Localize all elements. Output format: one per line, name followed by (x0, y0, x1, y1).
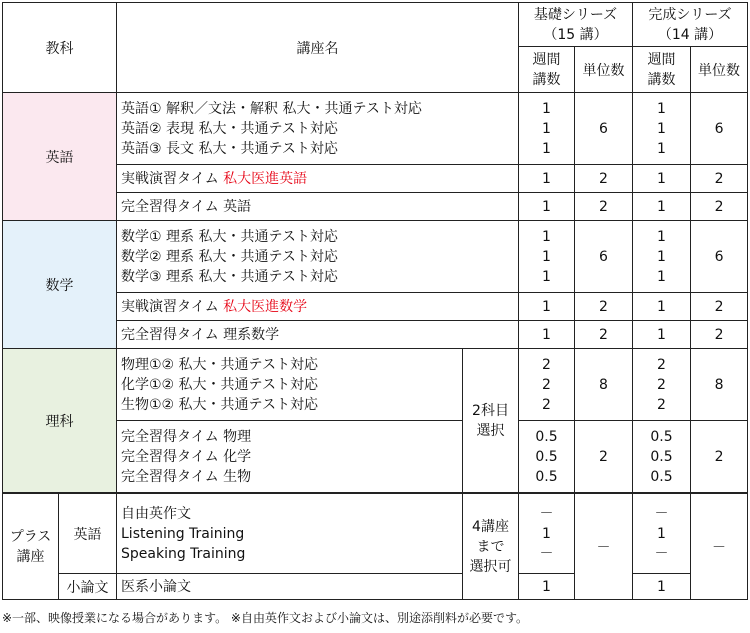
science-course-list: 物理①② 私大・共通テスト対応 化学①② 私大・共通テスト対応 生物①② 私大・共通テスト対応 (117, 349, 463, 421)
english-basic-units: 6 (575, 93, 633, 165)
english-practice-adv-weekly: 1 (633, 165, 691, 193)
math-adv-units: 6 (691, 221, 748, 293)
plus-selection-note: 4講座 まで 選択可 (463, 494, 519, 600)
subject-science: 理科 (3, 349, 117, 493)
english-practice-adv-units: 2 (691, 165, 748, 193)
plus-essay-basic-weekly: 1 (519, 574, 575, 600)
header-basic-units: 単位数 (575, 47, 633, 93)
science-adv-units: 8 (691, 349, 748, 421)
science-mastery-adv-units: 2 (691, 421, 748, 493)
math-practice-basic-weekly: 1 (519, 293, 575, 321)
science-selection-note: 2科目 選択 (463, 349, 519, 493)
english-mastery-adv-weekly: 1 (633, 193, 691, 221)
plus-essay-course: 医系小論文 (117, 574, 463, 600)
header-course: 講座名 (117, 3, 519, 93)
math-mastery-basic-units: 2 (575, 321, 633, 349)
english-adv-units: 6 (691, 93, 748, 165)
math-practice-adv-units: 2 (691, 293, 748, 321)
english-mastery-basic-units: 2 (575, 193, 633, 221)
math-practice-basic-units: 2 (575, 293, 633, 321)
math-adv-weekly: 1 1 1 (633, 221, 691, 293)
english-adv-weekly: 1 1 1 (633, 93, 691, 165)
english-basic-weekly: 1 1 1 (519, 93, 575, 165)
math-practice-adv-weekly: 1 (633, 293, 691, 321)
plus-course-table (2, 493, 748, 600)
plus-adv-units: － (691, 494, 748, 600)
header-adv-units: 単位数 (691, 47, 748, 93)
math-practice-course: 実戦演習タイム 私大医進数学 (117, 293, 519, 321)
header-advanced-series: 完成シリーズ（14 講） (633, 3, 748, 47)
plus-essay-label: 小論文 (59, 574, 117, 600)
course-table (2, 2, 748, 493)
english-practice-basic-units: 2 (575, 165, 633, 193)
science-mastery-adv-weekly: 0.5 0.5 0.5 (633, 421, 691, 493)
english-mastery-basic-weekly: 1 (519, 193, 575, 221)
header-basic-weekly: 週間 講数 (519, 47, 575, 93)
plus-english-course-list: 自由英作文 Listening Training Speaking Training (117, 494, 463, 574)
header-subject: 教科 (3, 3, 117, 93)
plus-english-adv-weekly: － 1 － (633, 494, 691, 574)
science-basic-units: 8 (575, 349, 633, 421)
english-practice-course: 実戦演習タイム 私大医進英語 (117, 165, 519, 193)
plus-essay-adv-weekly: 1 (633, 574, 691, 600)
science-mastery-basic-weekly: 0.5 0.5 0.5 (519, 421, 575, 493)
english-course-list: 英語① 解釈／文法・解釈 私大・共通テスト対応 英語② 表現 私大・共通テスト対応 英語③ 長文 私大・共通テスト対応 (117, 93, 519, 165)
math-basic-weekly: 1 1 1 (519, 221, 575, 293)
math-mastery-course: 完全習得タイム 理系数学 (117, 321, 519, 349)
math-mastery-adv-units: 2 (691, 321, 748, 349)
science-basic-weekly: 2 2 2 (519, 349, 575, 421)
english-practice-basic-weekly: 1 (519, 165, 575, 193)
science-mastery-list: 完全習得タイム 物理 完全習得タイム 化学 完全習得タイム 生物 (117, 421, 463, 493)
subject-math: 数学 (3, 221, 117, 349)
math-mastery-basic-weekly: 1 (519, 321, 575, 349)
subject-english: 英語 (3, 93, 117, 221)
math-mastery-adv-weekly: 1 (633, 321, 691, 349)
plus-english-label: 英語 (59, 494, 117, 574)
header-basic-series: 基礎シリーズ（15 講） (519, 3, 633, 47)
english-mastery-adv-units: 2 (691, 193, 748, 221)
science-mastery-basic-units: 2 (575, 421, 633, 493)
math-basic-units: 6 (575, 221, 633, 293)
header-adv-weekly: 週間 講数 (633, 47, 691, 93)
footnote: ※一部、映像授業になる場合があります。 ※自由英作文および小論文は、別途添削料が必要です。 (2, 611, 529, 625)
plus-label: プラス 講座 (3, 494, 59, 600)
plus-basic-units: － (575, 494, 633, 600)
math-course-list: 数学① 理系 私大・共通テスト対応 数学② 理系 私大・共通テスト対応 数学③ 理系 私大・共通テスト対応 (117, 221, 519, 293)
science-adv-weekly: 2 2 2 (633, 349, 691, 421)
english-mastery-course: 完全習得タイム 英語 (117, 193, 519, 221)
plus-english-basic-weekly: － 1 － (519, 494, 575, 574)
